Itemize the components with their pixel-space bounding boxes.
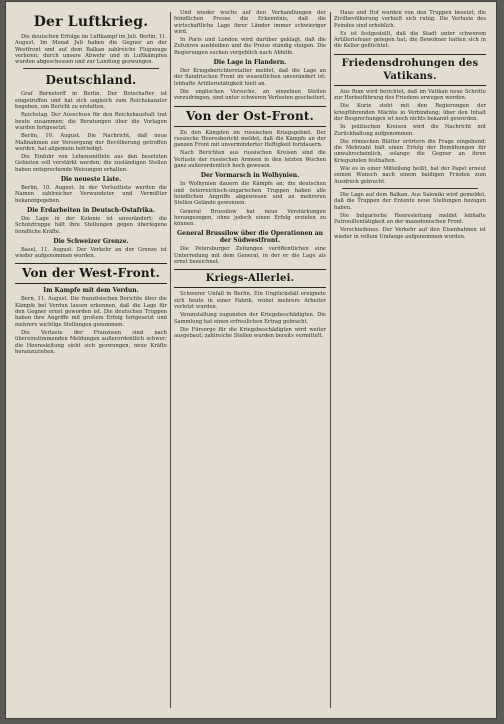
paragraph: Nach Berichten aus russischen Kreisen sind die Verluste der russischen Armeen in den letzten Wochen ganz außerordentlich hoch gewesen. [174,150,326,170]
paragraph: Der Kriegsberichterstatter meldet, daß die Lage an der flandrischen Front im wesentlichen unverändert ist; lebhafte Artillerietätigkeit hielt an. [174,68,326,87]
paragraph: Schwerer Unfall in Berlin. Ein Unglücksfall ereignete sich heute in einer Fabrik, wobei mehrere Arbeiter verletzt wurden. [174,291,326,310]
paragraph: Die Petersburger Zeitungen veröffentlichen eine Unterredung mit dem General, in der er die Lage als ernst bezeichnet. [174,246,326,266]
column-rule [170,12,171,708]
paragraph: Verschiedenes. Der Verkehr auf den Eisenbahnen ist wieder in vollem Umfange aufgenommen worden. [334,227,486,240]
paragraph: Die Lage auf dem Balkan. Aus Saloniki wird gemeldet, daß die Truppen der Entente neue Stellungen bezogen haben. [334,191,486,211]
column-right [334,10,486,710]
paragraph: Haus und Hof wurden von den Truppen besetzt, die Zivilbevölkerung verhielt sich ruhig. Die Verluste des Feindes sind erheblich. [334,10,486,29]
paragraph: In politischen Kreisen wird die Nachricht mit Zurückhaltung aufgenommen. [334,124,486,137]
headline-west-front: Von der West-Front. [15,263,167,284]
paragraph: Die Fürsorge für die Kriegsbeschädigten wird weiter ausgebaut; zahlreiche Stellen wurden bereits vermittelt. [174,326,326,340]
paragraph: Berlin, 10. August. Die Nachricht, daß neue Maßnahmen zur Versorgung der Bevölkerung getroffen werden, hat allgemein befriedigt. [15,133,167,152]
paragraph: Die Verluste der Franzosen sind nach übereinstimmenden Meldungen außerordentlich schwer; die Heeresleitung sieht sich gezwungen, neue Kräfte heranzuziehen. [15,329,167,355]
paragraph: Die römischen Blätter erörtern die Frage eingehend; die Mehrzahl hält einen Erfolg der Bemühungen für unwahrscheinlich, solange die Gegner an ihren Kriegszielen festhalten. [334,138,486,164]
subheading: Die neueste Liste. [60,176,122,184]
headline-kriegs-allerlei: Kriegs-Allerlei. [174,269,326,288]
subheading: Im Kampfe mit dem Verdun. [43,287,139,295]
paragraph: Es ist festgestellt, daß die Stadt unter schwerem Artilleriefeuer gelegen hat; die Bewohner hatten sich in die Keller geflüchtet. [334,30,486,50]
column-rule [330,12,331,708]
paragraph: Die deutschen Erfolge im Luftkampf im Juli. Berlin, 11. August. Im Monat Juli haben die Gegner an der Westfront und auf dem Balkan zahlreiche Flugzeuge verloren; durch unsere Abwehr und in Luftkämpfen wurden abgeschossen und zur Landung gezwungen. [15,34,167,66]
paragraph: Die englischen Versuche, an einzelnen Stellen vorzudringen, sind unter schweren Verlusten gescheitert. [174,88,326,102]
paragraph: Zu den Kämpfen im russischen Kriegsgebiet. Der russische Heeresbericht meldet, daß die Kämpfe an der ganzen Front mit unverminderter Heftigkeit fortdauern. [174,129,326,149]
paragraph: Aus Rom wird berichtet, daß im Vatikan neue Schritte zur Herbeiführung des Friedens erwogen werden. [334,88,486,102]
paragraph: Berlin, 10. August. In der Verlustliste werden die Namen zahlreicher Verwundeter und Vermißter bekanntgegeben. [15,185,167,204]
paragraph: Basel, 11. August. Der Verkehr an der Grenze ist wieder aufgenommen worden. [15,246,167,260]
headline-vatikan: Friedensdrohungen des Vatikans. [334,54,486,86]
paragraph: Graf Bernstorff in Berlin. Der Botschafter ist eingetroffen und hat sich sogleich zum Reichskanzler begeben, um Bericht zu erstatten. [15,91,167,111]
headline-ost-front: Von der Ost-Front. [174,106,326,127]
paragraph: Wie es in einer Mitteilung heißt, hat der Papst erneut seinen Wunsch nach einem baldigen Frieden zum Ausdruck gebracht. [334,166,486,185]
divider [23,68,159,69]
newspaper-page [6,2,496,718]
paragraph: Reichstag. Der Ausschuss für den Reichshaushalt trat heute zusammen; die Beratungen über die Vorlagen wurden fortgesetzt. [15,112,167,131]
paragraph: In Paris und London wird darüber geklagt, daß die Zufuhren ausbleiben und die Preise ständig steigen. Die Regierungen suchen vergeblich nach Abhilfe. [174,37,326,56]
paragraph: Die bulgarische Heeresleitung meldet lebhafte Patrouillentätigkeit an der mazedonischen Front. [334,212,486,226]
subheading: Die Erdarbeiten in Deutsch-Ostafrika. [27,206,155,214]
subheading: Die Lage in Flandern. [213,59,287,67]
subheading: Der Vormarsch in Wolhynien. [200,172,300,180]
paragraph: General Brussilow hat neue Verstärkungen herangezogen, ohne jedoch einen Erfolg erzielen zu können. [174,208,326,228]
headline-luftkrieg: Der Luftkrieg. [33,14,149,30]
paragraph: Veranstaltung zugunsten der Kriegsbeschädigten. Die Sammlung hat einen erfreulichen Ertrag gebracht. [174,312,326,325]
paragraph: Bern, 11. August. Die französischen Berichte über die Kämpfe bei Verdun lassen erkennen, daß die Lage für den Gegner ernst geworden ist. Die deutschen Truppen haben ihre Angriffe mit großem Erfolg fortgesetzt und mehrere wichtige Stellungen genommen. [15,296,167,328]
subheading: General Brussilow über die Operationen an der Südwestfront. [177,230,323,245]
divider [342,188,478,189]
paragraph: In Wolhynien dauern die Kämpfe an; die deutschen und österreichisch-ungarischen Truppen haben alle feindlichen Angriffe abgewiesen und an mehreren Stellen Gelände gewonnen. [174,181,326,207]
paragraph: Die Lage in der Kolonie ist unverändert; die Schutztruppe hält ihre Stellungen gegen überlegene feindliche Kräfte. [15,215,167,235]
paragraph: Die Einfuhr von Lebensmitteln aus den besetzten Gebieten soll verstärkt werden; die zuständigen Stellen haben entsprechende Weisungen erhalten. [15,154,167,173]
paragraph: Und wieder wuchs auf den Verhandlungen der feindlichen Presse die Erkenntnis, daß die wirtschaftliche Lage ihrer Länder immer schwieriger wird. [174,10,326,35]
headline-deutschland: Deutschland. [45,73,137,88]
paragraph: Die Kurie steht mit den Regierungen der kriegführenden Mächte in Verbindung; über den Inhalt der Besprechungen ist noch nichts bekannt geworden. [334,103,486,122]
subheading: Die Schweizer Grenze. [53,237,129,245]
column-middle [174,10,326,710]
column-left [15,10,167,710]
